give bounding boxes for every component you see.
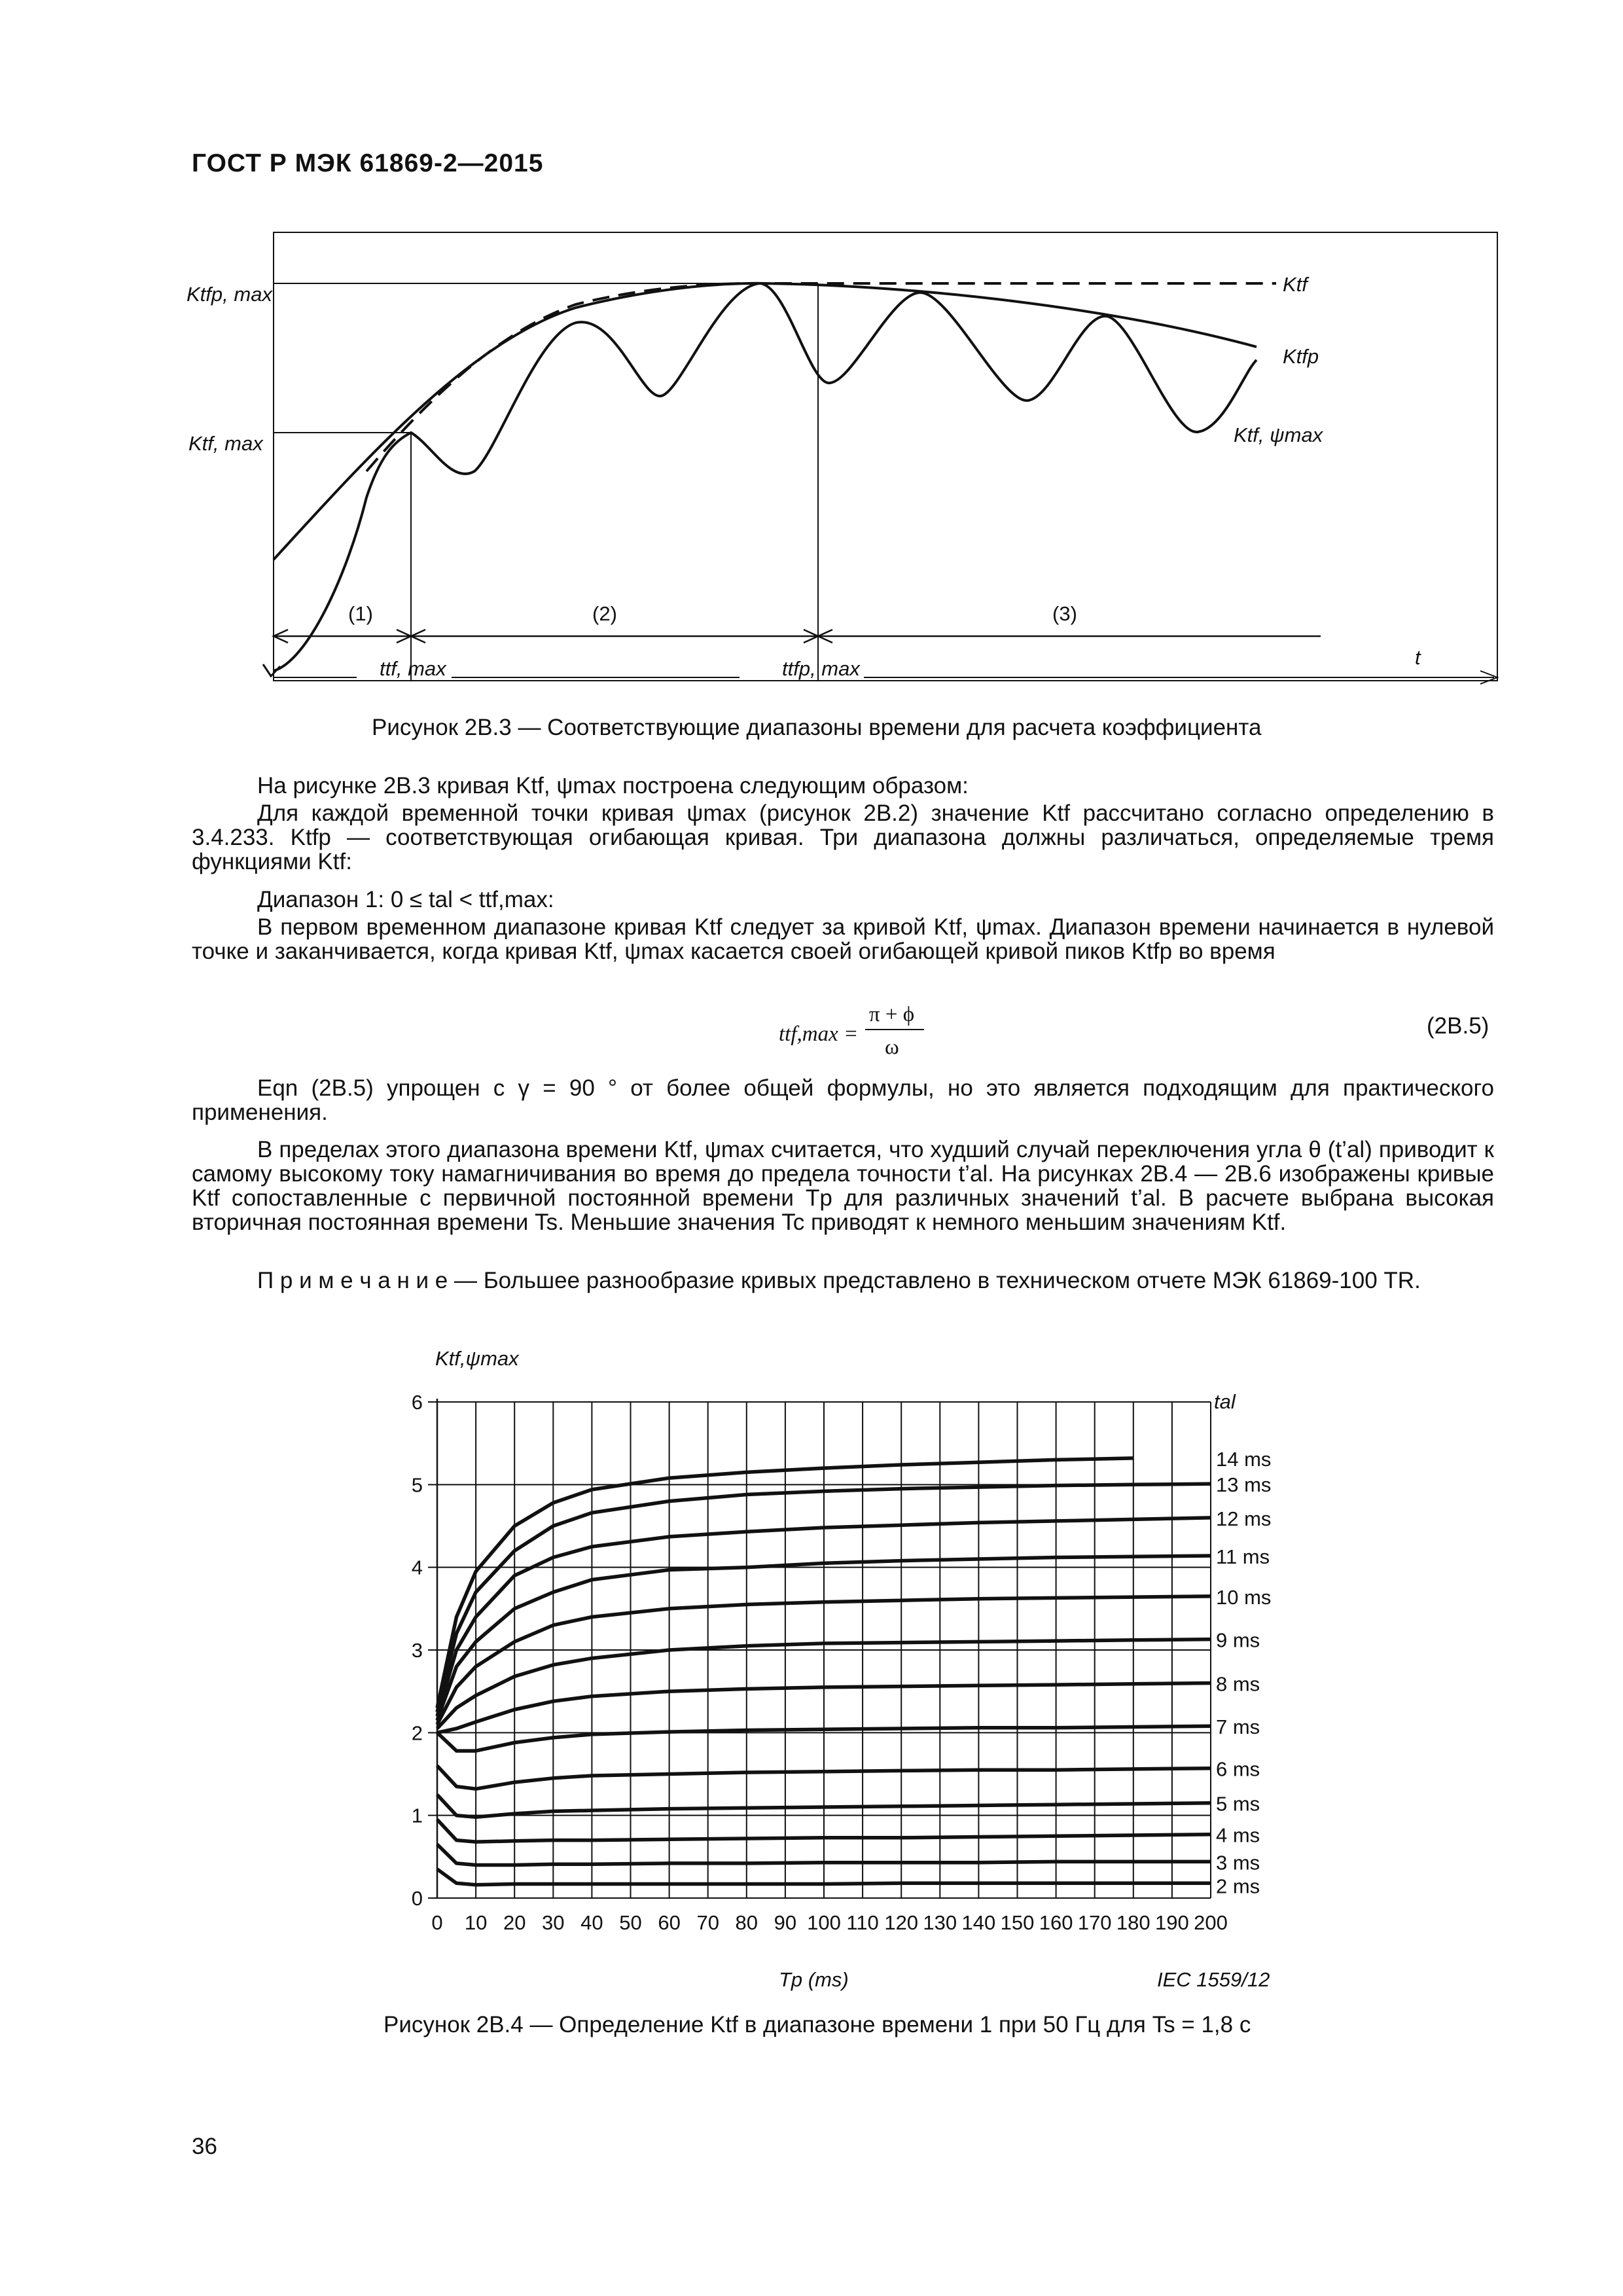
x-tick-label: 150 <box>1000 1911 1035 1934</box>
x-tick-label: 10 <box>464 1911 488 1934</box>
page-number: 36 <box>192 2134 217 2159</box>
y-axis-title: Ktf,ψmax <box>435 1347 519 1370</box>
x-tick-label: 120 <box>884 1911 919 1934</box>
y-tick-label: 1 <box>411 1804 423 1827</box>
y-tick-label: 5 <box>411 1473 423 1497</box>
x-tick-label: 180 <box>1116 1911 1150 1934</box>
label-ktfp-max: Ktfp, max <box>187 283 272 306</box>
x-tick-label: 200 <box>1194 1911 1228 1934</box>
series-label: 8 ms <box>1216 1672 1260 1696</box>
series-label: 7 ms <box>1216 1715 1260 1739</box>
formula-lhs: ttf,max = <box>779 1022 859 1046</box>
series-label: 10 ms <box>1216 1585 1272 1609</box>
para-6: В пределах этого диапазона времени Ktf, ψmax считается, что худший случай переключения угла θ (t’al) приводит к самому высокому току намагничивания во время до предела точности t’al. На рисунках 2В.4 — 2В.6 изображены кривые Ktf сопоставленные с первичной постоянной времени Tp для различных значений t’al. В расчете выбрана высокая вторичная постоянная времени Ts. Меньшие значения Tc приводят к немного меньшим значениям Ktf. <box>192 1137 1494 1235</box>
equation-number: (2В.5) <box>1427 1013 1489 1039</box>
label-ktf-psi: Ktf, ψmax <box>1234 423 1323 446</box>
series-label: 4 ms <box>1216 1823 1260 1847</box>
y-tick-label: 2 <box>411 1721 423 1745</box>
x-tick-label: 80 <box>735 1911 758 1934</box>
x-tick-label: 90 <box>774 1911 797 1934</box>
series-label: 11 ms <box>1216 1545 1270 1568</box>
series-label: 12 ms <box>1216 1507 1272 1530</box>
figure-2b3-caption: Рисунок 2В.3 — Соответствующие диапазоны времени для расчета коэффициента <box>372 715 1262 740</box>
series-label: 14 ms <box>1216 1447 1272 1471</box>
y-tick-label: 4 <box>411 1556 423 1579</box>
series-label: 9 ms <box>1216 1628 1260 1652</box>
figure-2b4-caption: Рисунок 2В.4 — Определение Ktf в диапазоне времени 1 при 50 Гц для Ts = 1,8 с <box>383 2012 1251 2037</box>
x-tick-label: 140 <box>961 1911 996 1934</box>
iec-reference: IEC 1559/12 <box>1157 1968 1270 1991</box>
formula-numerator: π + ϕ <box>869 1003 915 1026</box>
x-tick-label: 100 <box>807 1911 841 1934</box>
legend-title: tal <box>1214 1390 1236 1413</box>
series-label: 5 ms <box>1216 1792 1260 1816</box>
x-axis-title: Tp (ms) <box>779 1968 849 1991</box>
para-2: Для каждой временной точки кривая ψmax (рисунок 2В.2) значение Ktf рассчитано согласно определению в 3.4.233. Ktfp — соответствующая огибающая кривая. Три диапазона должны различаться, определяемые тремя функциями Ktf: <box>192 800 1494 874</box>
x-tick-label: 130 <box>923 1911 957 1934</box>
label-t: t <box>1415 646 1421 669</box>
x-tick-label: 30 <box>542 1911 565 1934</box>
formula-fraction-bar <box>865 1029 924 1030</box>
label-range-1: (1) <box>348 602 373 625</box>
label-ktf-max: Ktf, max <box>188 432 263 455</box>
figure-2b4-chart <box>0 1335 1623 2055</box>
x-tick-label: 70 <box>696 1911 719 1934</box>
y-tick-label: 3 <box>411 1639 423 1662</box>
x-tick-label: 40 <box>580 1911 603 1934</box>
series-label: 3 ms <box>1216 1851 1260 1874</box>
label-t-tfp-max: ttfp, max <box>782 657 860 680</box>
y-tick-label: 6 <box>411 1391 423 1414</box>
para-3: Диапазон 1: 0 ≤ tal < ttf,max: <box>257 887 554 912</box>
x-tick-label: 110 <box>846 1911 879 1934</box>
figure-frame <box>274 232 1497 681</box>
x-tick-label: 60 <box>658 1911 681 1934</box>
x-tick-label: 20 <box>503 1911 526 1934</box>
document-header: ГОСТ Р МЭК 61869-2—2015 <box>192 149 544 177</box>
x-tick-label: 160 <box>1039 1911 1073 1934</box>
label-t-tf-max: ttf, max <box>380 657 446 680</box>
figure-2b3 <box>0 0 1623 733</box>
ktf-psi-max-curve <box>274 283 1257 671</box>
series-label: 2 ms <box>1216 1874 1260 1898</box>
x-tick-label: 170 <box>1077 1911 1112 1934</box>
para-4: В первом временном диапазоне кривая Ktf следует за кривой Ktf, ψmax. Диапазон времени начинается в нулевой точке и заканчивается, когда кривая Ktf, ψmax касается своей огибающей кривой пиков Ktfp во время <box>192 914 1494 964</box>
label-ktf: Ktf <box>1283 273 1308 296</box>
label-ktfp: Ktfp <box>1283 345 1319 368</box>
x-tick-label: 50 <box>619 1911 642 1934</box>
series-label: 13 ms <box>1216 1473 1272 1497</box>
x-tick-label: 0 <box>431 1911 443 1934</box>
label-range-3: (3) <box>1052 602 1077 625</box>
series-label: 6 ms <box>1216 1757 1260 1781</box>
formula-denominator: ω <box>885 1035 899 1059</box>
note: П р и м е ч а н и е — Большее разнообразие кривых представлено в техническом отчете МЭК 61869-100 TR. <box>257 1268 1421 1293</box>
x-tick-label: 190 <box>1155 1911 1189 1934</box>
label-range-2: (2) <box>592 602 617 625</box>
ktfp-curve <box>274 283 1257 560</box>
para-1: На рисунке 2В.3 кривая Ktf, ψmax построена следующим образом: <box>257 773 969 798</box>
para-5: Eqn (2В.5) упрощен с γ = 90 ° от более общей формулы, но это является подходящим для практического применения. <box>192 1075 1494 1125</box>
y-tick-label: 0 <box>411 1887 423 1910</box>
